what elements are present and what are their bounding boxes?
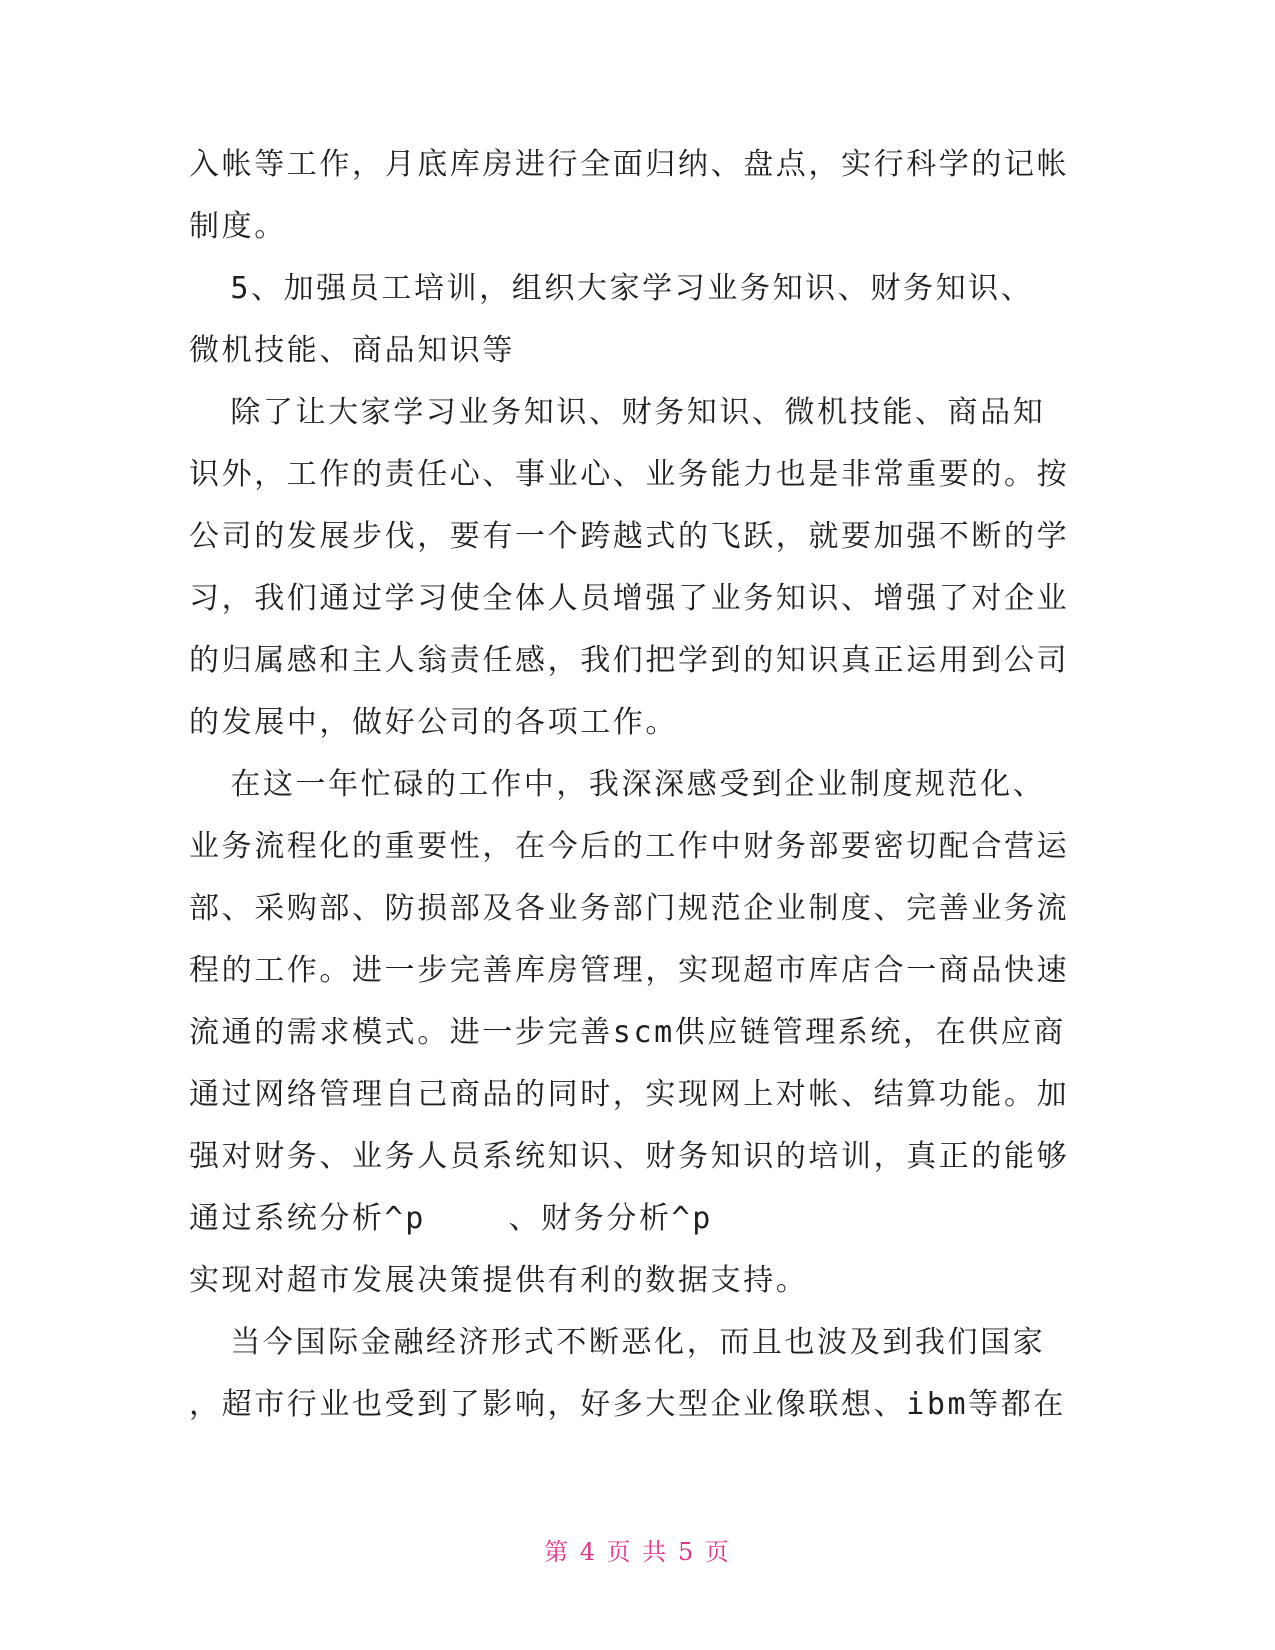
text-line-15: 流通的需求模式。进一步完善scm供应链管理系统，在供应商 [189, 1015, 1066, 1050]
text-line-19: 实现对超市发展决策提供有利的数据支持。 [189, 1263, 809, 1298]
text-line-16: 通过网络管理自己商品的同时，实现网上对帐、结算功能。加 [189, 1077, 1070, 1112]
text-line-11: 在这一年忙碌的工作中，我深深感受到企业制度规范化、 [189, 767, 1046, 802]
text-line-14: 程的工作。进一步完善库房管理，实现超市库店合一商品快速 [189, 953, 1070, 988]
text-line-6: 识外，工作的责任心、事业心、业务能力也是非常重要的。按 [189, 457, 1070, 492]
text-line-2: 制度。 [189, 209, 287, 244]
text-line-12: 业务流程化的重要性，在今后的工作中财务部要密切配合营运 [189, 829, 1070, 864]
text-line-18: 通过系统分析^p 、财务分析^p [189, 1201, 713, 1236]
text-line-3: 5、加强员工培训，组织大家学习业务知识、财务知识、 [189, 271, 1034, 306]
text-line-10: 的发展中，做好公司的各项工作。 [189, 705, 678, 740]
text-line-5: 除了让大家学习业务知识、财务知识、微机技能、商品知 [189, 395, 1046, 430]
text-line-21: ，超市行业也受到了影响，好多大型企业像联想、ibm等都在 [189, 1387, 1066, 1422]
text-line-13: 部、采购部、防损部及各业务部门规范企业制度、完善业务流 [189, 891, 1070, 926]
text-line-1: 入帐等工作，月底库房进行全面归纳、盘点，实行科学的记帐 [189, 147, 1070, 182]
page-number-footer: 第 4 页 共 5 页 [544, 1538, 731, 1566]
text-line-4: 微机技能、商品知识等 [189, 333, 515, 368]
text-line-9: 的归属感和主人翁责任感，我们把学到的知识真正运用到公司 [189, 643, 1070, 678]
text-line-17: 强对财务、业务人员系统知识、财务知识的培训，真正的能够 [189, 1139, 1070, 1174]
text-line-8: 习，我们通过学习使全体人员增强了业务知识、增强了对企业 [189, 581, 1070, 616]
document-body [189, 134, 1089, 1436]
text-line-20: 当今国际金融经济形式不断恶化，而且也波及到我们国家 [189, 1325, 1046, 1360]
text-line-7: 公司的发展步伐，要有一个跨越式的飞跃，就要加强不断的学 [189, 519, 1070, 554]
